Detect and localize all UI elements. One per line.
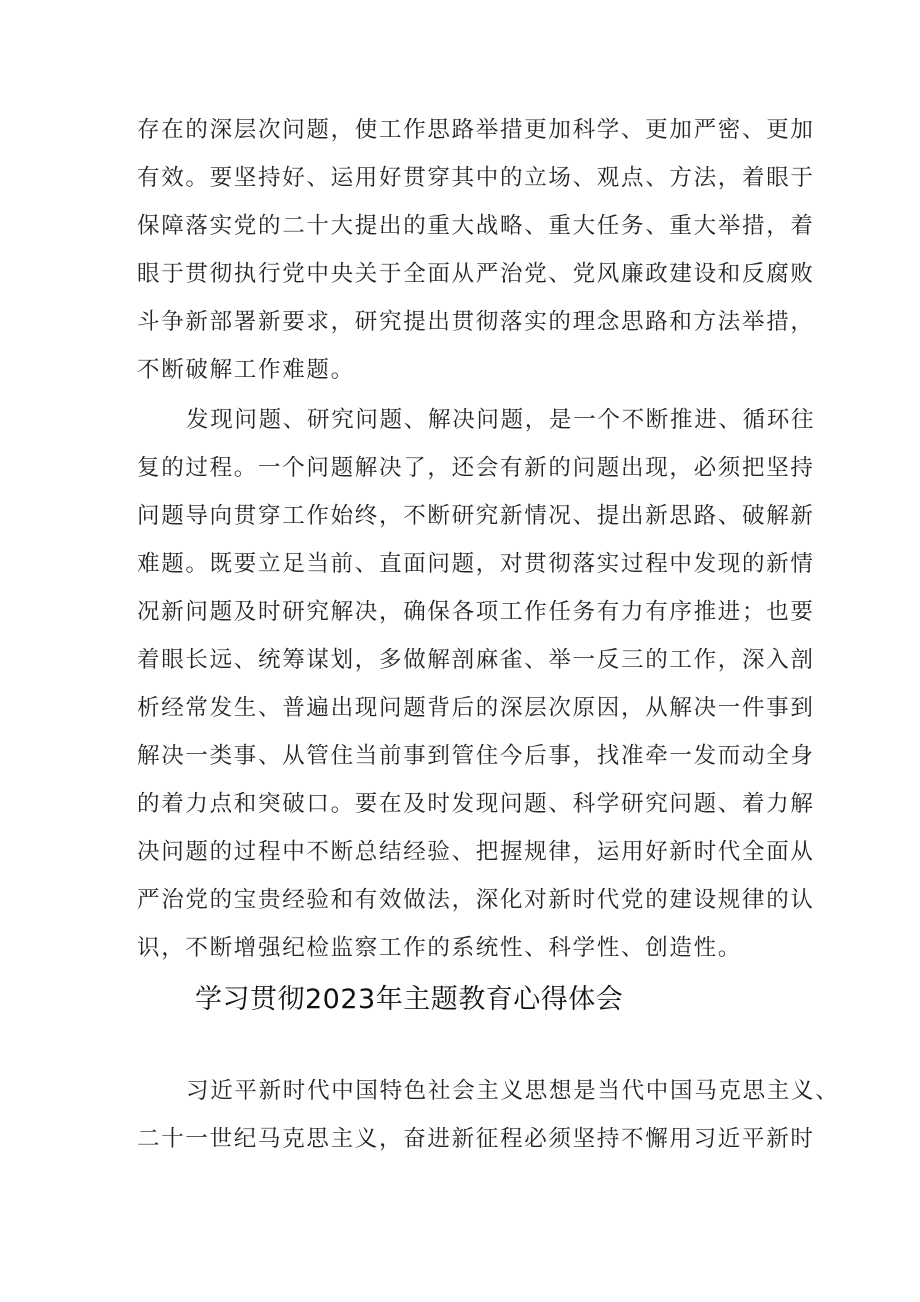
paragraph-line: 眼于贯彻执行党中央关于全面从严治党、党风廉政建设和反腐败 — [137, 261, 815, 287]
paragraph-line: 的着力点和突破口。要在及时发现问题、科学研究问题、着力解 — [137, 791, 815, 817]
section-title: 学习贯彻2023年主题教育心得体会 — [195, 984, 624, 1015]
paragraph-first-line: 发现问题、研究问题、解决问题，是一个不断推进、循环往 — [186, 407, 816, 433]
paragraph-line: 有效。要坚持好、运用好贯穿其中的立场、观点、方法，着眼于 — [137, 165, 815, 191]
paragraph-intro — [137, 1067, 840, 1163]
paragraph-line: 识，不断增强纪检监察工作的系统性、科学性、创造性。 — [137, 935, 743, 961]
paragraph-line: 斗争新部署新要求，研究提出贯彻落实的理念思路和方法举措， — [137, 309, 815, 335]
paragraph-continued — [137, 106, 815, 394]
paragraph-line: 析经常发生、普遍出现问题背后的深层次原因，从解决一件事到 — [137, 695, 815, 721]
paragraph-line: 严治党的宝贵经验和有效做法，深化对新时代党的建设规律的认 — [137, 887, 815, 913]
paragraph-line: 难题。既要立足当前、直面问题，对贯彻落实过程中发现的新情 — [137, 551, 815, 577]
paragraph-line: 况新问题及时研究解决，确保各项工作任务有力有序推进；也要 — [137, 599, 815, 625]
paragraph-problem-solving — [137, 396, 816, 972]
paragraph-line: 着眼长远、统筹谋划，多做解剖麻雀、举一反三的工作，深入剖 — [137, 647, 815, 673]
paragraph-line: 保障落实党的二十大提出的重大战略、重大任务、重大举措，着 — [137, 213, 815, 239]
paragraph-line: 复的过程。一个问题解决了，还会有新的问题出现，必须把坚持 — [137, 455, 815, 481]
paragraph-first-line: 习近平新时代中国特色社会主义思想是当代中国马克思主义、 — [186, 1078, 840, 1104]
paragraph-line: 决问题的过程中不断总结经验、把握规律，运用好新时代全面从 — [137, 839, 815, 865]
paragraph-line: 问题导向贯穿工作始终，不断研究新情况、提出新思路、破解新 — [137, 503, 815, 529]
paragraph-line: 解决一类事、从管住当前事到管住今后事，找准牵一发而动全身 — [137, 743, 815, 769]
paragraph-line: 二十一世纪马克思主义，奋进新征程必须坚持不懈用习近平新时 — [137, 1126, 815, 1152]
paragraph-line: 存在的深层次问题，使工作思路举措更加科学、更加严密、更加 — [137, 117, 815, 143]
paragraph-line: 不断破解工作难题。 — [137, 357, 355, 383]
